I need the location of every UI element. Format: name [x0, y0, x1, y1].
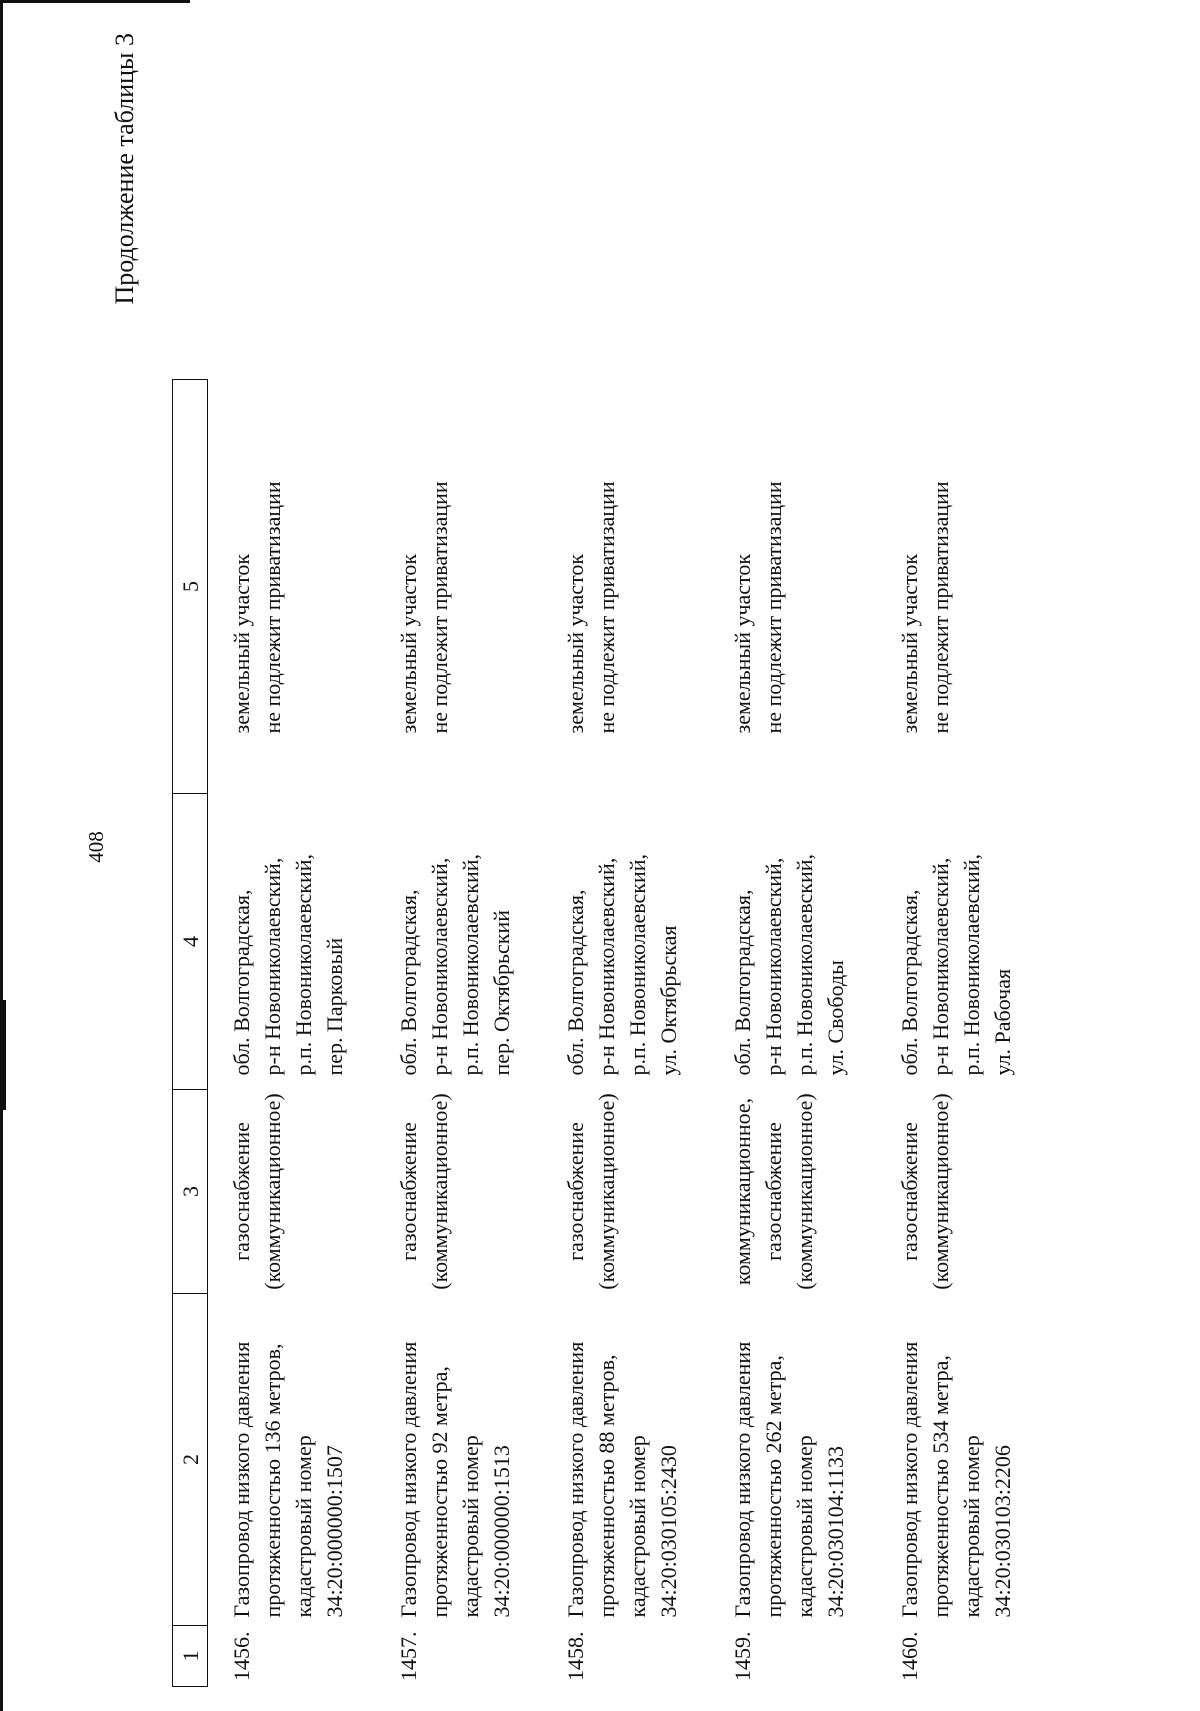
note-line: земельный участок — [563, 553, 588, 734]
purpose-line: (коммуникационное) — [260, 1093, 285, 1290]
column-header-5: 5 — [173, 380, 208, 794]
purpose-line: газоснабжение — [229, 1122, 254, 1261]
address-line: пер. Парковый — [322, 937, 347, 1076]
note-line: не подлежит приватизации — [594, 481, 619, 734]
table-row — [542, 380, 709, 1687]
note-cell — [375, 380, 542, 794]
address-cell — [375, 794, 542, 1090]
object-name-line: Газопровод низкого давления — [897, 1341, 922, 1618]
purpose-line: газоснабжение — [563, 1122, 588, 1261]
row-number-cell: 1458. — [563, 1631, 588, 1681]
table-row — [208, 380, 376, 1687]
note-line: земельный участок — [229, 553, 254, 734]
object-name-line: 34:20:030103:2206 — [990, 1445, 1015, 1618]
object-name-cell — [876, 1294, 1043, 1626]
address-line: пер. Октябрьский — [489, 910, 514, 1076]
address-line: р.п. Новониколаевский, — [959, 854, 984, 1076]
object-name-cell — [375, 1294, 542, 1626]
note-line: не подлежит приватизации — [928, 481, 953, 734]
note-cell — [208, 380, 376, 794]
object-name-line: протяженностью 262 метра, — [761, 1355, 786, 1618]
object-name-line: протяженностью 92 метра, — [427, 1366, 452, 1618]
note-line: земельный участок — [897, 553, 922, 734]
object-name-cell — [542, 1294, 709, 1626]
purpose-cell — [876, 1090, 1043, 1294]
object-name-line: Газопровод низкого давления — [229, 1341, 254, 1618]
column-header-4: 4 — [173, 794, 208, 1090]
address-cell — [709, 794, 876, 1090]
table-header-row — [173, 380, 208, 1687]
address-line: обл. Волгоградская, — [229, 889, 254, 1076]
row-number-cell: 1459. — [730, 1631, 755, 1681]
note-cell — [876, 380, 1043, 794]
note-line: не подлежит приватизации — [427, 481, 452, 734]
address-line: обл. Волгоградская, — [396, 889, 421, 1076]
object-name-line: кадастровый номер — [792, 1435, 817, 1618]
property-table — [172, 379, 1043, 1687]
purpose-line: (коммуникационное) — [427, 1093, 452, 1290]
purpose-line: (коммуникационное) — [928, 1093, 953, 1290]
address-line: ул. Свободы — [823, 960, 848, 1076]
object-name-line: Газопровод низкого давления — [396, 1341, 421, 1618]
object-name-line: кадастровый номер — [458, 1435, 483, 1618]
address-line: р-н Новониколаевский, — [260, 857, 285, 1076]
address-cell — [876, 794, 1043, 1090]
note-line: земельный участок — [730, 553, 755, 734]
object-name-line: кадастровый номер — [291, 1435, 316, 1618]
address-line: ул. Октябрьская — [656, 925, 681, 1076]
row-number-cell: 1457. — [396, 1631, 421, 1681]
address-line: р-н Новониколаевский, — [427, 857, 452, 1076]
table-body — [208, 380, 1044, 1687]
column-header-1: 1 — [173, 1626, 208, 1687]
address-line: р.п. Новониколаевский, — [458, 854, 483, 1076]
object-name-line: 34:20:030105:2430 — [656, 1445, 681, 1618]
purpose-line: коммуникационное, — [730, 1097, 755, 1286]
note-cell — [542, 380, 709, 794]
purpose-cell — [709, 1090, 876, 1294]
row-number-cell: 1456. — [229, 1631, 254, 1681]
address-line: р.п. Новониколаевский, — [291, 854, 316, 1076]
object-name-line: Газопровод низкого давления — [730, 1341, 755, 1618]
purpose-cell — [542, 1090, 709, 1294]
address-line: обл. Волгоградская, — [730, 889, 755, 1076]
table-row — [876, 380, 1043, 1687]
object-name-line: Газопровод низкого давления — [563, 1341, 588, 1618]
object-name-cell — [208, 1294, 376, 1626]
address-line: обл. Волгоградская, — [897, 889, 922, 1076]
object-name-line: 34:20:030104:1133 — [823, 1445, 848, 1618]
table-caption: Продолжение таблицы 3 — [110, 33, 139, 305]
purpose-line: (коммуникационное) — [792, 1093, 817, 1290]
object-name-line: 34:20:000000:1507 — [322, 1445, 347, 1618]
page-number: 408 — [84, 831, 108, 863]
note-line: земельный участок — [396, 553, 421, 734]
object-name-line: кадастровый номер — [959, 1435, 984, 1618]
purpose-line: (коммуникационное) — [594, 1093, 619, 1290]
note-line: не подлежит приватизации — [761, 481, 786, 734]
note-cell — [709, 380, 876, 794]
object-name-line: кадастровый номер — [625, 1435, 650, 1618]
address-cell — [208, 794, 376, 1090]
object-name-cell — [709, 1294, 876, 1626]
address-line: р.п. Новониколаевский, — [792, 854, 817, 1076]
note-line: не подлежит приватизации — [260, 481, 285, 734]
purpose-line: газоснабжение — [761, 1122, 786, 1261]
address-line: р.п. Новониколаевский, — [625, 854, 650, 1076]
address-line: р-н Новониколаевский, — [761, 857, 786, 1076]
table-row — [375, 380, 542, 1687]
purpose-cell — [208, 1090, 376, 1294]
purpose-line: газоснабжение — [897, 1122, 922, 1261]
column-header-3: 3 — [173, 1090, 208, 1294]
address-cell — [542, 794, 709, 1090]
object-name-line: протяженностью 534 метра, — [928, 1355, 953, 1618]
purpose-cell — [375, 1090, 542, 1294]
purpose-line: газоснабжение — [396, 1122, 421, 1261]
column-header-2: 2 — [173, 1294, 208, 1626]
table-row — [709, 380, 876, 1687]
address-line: р-н Новониколаевский, — [928, 857, 953, 1076]
address-line: ул. Рабочая — [990, 968, 1015, 1076]
address-line: р-н Новониколаевский, — [594, 857, 619, 1076]
object-name-line: протяженностью 88 метров, — [594, 1354, 619, 1618]
address-line: обл. Волгоградская, — [563, 889, 588, 1076]
object-name-line: 34:20:000000:1513 — [489, 1445, 514, 1618]
row-number-cell: 1460. — [897, 1631, 922, 1681]
object-name-line: протяженностью 136 метров, — [260, 1343, 285, 1618]
